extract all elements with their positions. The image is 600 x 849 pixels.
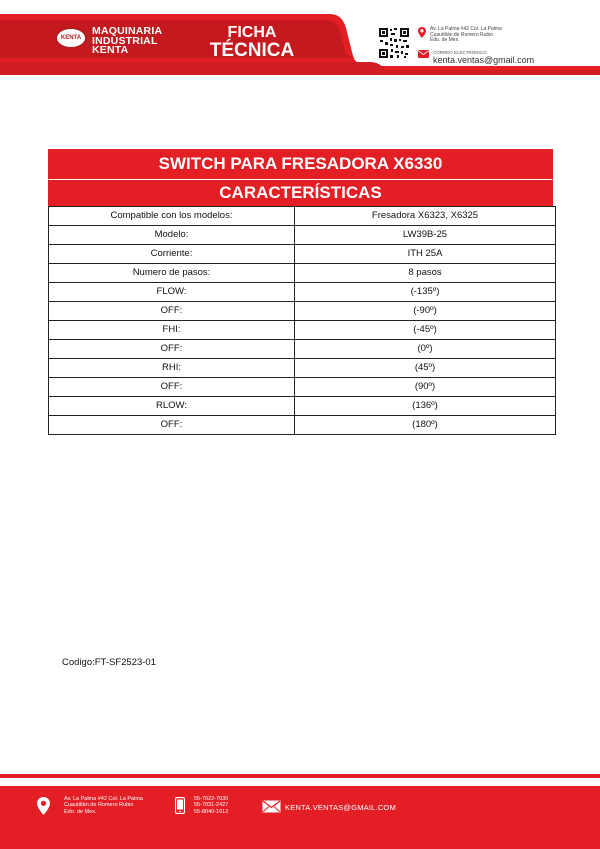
table-row xyxy=(49,321,556,340)
title-line-1: FICHA xyxy=(227,24,277,41)
footer-phone-2[interactable]: 55-7031-2427 xyxy=(194,802,229,809)
header-address-line-1: Av. La Palma #42 Col. La Palma xyxy=(430,26,502,32)
spec-value: (180º) xyxy=(295,416,556,435)
spec-value: (45º) xyxy=(295,359,556,378)
spec-label: FHI: xyxy=(49,321,295,340)
table-row xyxy=(49,207,556,226)
footer-email-icon xyxy=(262,800,281,813)
footer-location-pin-icon xyxy=(37,797,50,815)
document-title xyxy=(200,24,304,60)
spec-value: (0º) xyxy=(295,340,556,359)
spec-value: 8 pasos xyxy=(295,264,556,283)
spec-table-body xyxy=(49,207,556,435)
footer-divider xyxy=(0,774,600,778)
spec-table xyxy=(48,206,556,435)
logo-text: KENTA xyxy=(60,35,82,41)
brand-line-2: INDUSTRIAL xyxy=(92,34,158,47)
header-email-value[interactable]: kenta.ventas@gmail.com xyxy=(433,54,535,65)
table-row xyxy=(49,264,556,283)
footer-address-line-1: Av. La Palma #42 Col. La Palma xyxy=(64,796,143,802)
spec-label: Modelo: xyxy=(49,226,295,245)
spec-label: OFF: xyxy=(49,340,295,359)
spec-value: (-135º) xyxy=(295,283,556,302)
footer-phone-3[interactable]: 55-8040-1612 xyxy=(194,808,229,815)
footer-email[interactable]: KENTA.VENTAS@GMAIL.COM xyxy=(285,803,396,812)
table-row xyxy=(49,340,556,359)
table-row xyxy=(49,416,556,435)
spec-value: ITH 25A xyxy=(295,245,556,264)
header-email-row xyxy=(418,50,534,65)
spec-value: (-45º) xyxy=(295,321,556,340)
footer-address-line-3: Edo. de Mex. xyxy=(64,808,97,815)
header-address-line-3: Edo. de Mex. xyxy=(430,37,460,44)
footer-phone-1[interactable]: 55-7022-7030 xyxy=(194,796,229,802)
table-row xyxy=(49,397,556,416)
spec-label: OFF: xyxy=(49,378,295,397)
spec-value: (90º) xyxy=(295,378,556,397)
spec-label: RHI: xyxy=(49,359,295,378)
spec-label: Numero de pasos: xyxy=(49,264,295,283)
header-email-label: CORREO ELECTRÓNICO: xyxy=(433,49,488,55)
brand-line-3: KENTA xyxy=(92,44,129,56)
email-icon xyxy=(418,50,429,58)
spec-label: RLOW: xyxy=(49,397,295,416)
table-row xyxy=(49,378,556,397)
header-address xyxy=(430,27,502,44)
product-title: SWITCH PARA FRESADORA X6330 xyxy=(48,149,553,179)
table-row xyxy=(49,226,556,245)
phone-icon xyxy=(175,797,185,814)
brand-line-1: MAQUINARIA xyxy=(92,25,163,37)
spec-label: FLOW: xyxy=(49,283,295,302)
brand-name xyxy=(92,27,162,56)
spec-value: LW39B-25 xyxy=(295,226,556,245)
spec-value: Fresadora X6323, X6325 xyxy=(295,207,556,226)
location-pin-icon xyxy=(418,27,426,38)
spec-label: OFF: xyxy=(49,302,295,321)
company-logo xyxy=(55,27,87,49)
footer-address xyxy=(64,796,143,815)
spec-label: OFF: xyxy=(49,416,295,435)
header-email xyxy=(433,50,534,65)
spec-label: Corriente: xyxy=(49,245,295,264)
spec-label: Compatible con los modelos: xyxy=(49,207,295,226)
footer-address-line-2: Cuautitlán de Romero Rubio xyxy=(64,802,134,809)
table-row xyxy=(49,359,556,378)
table-row xyxy=(49,283,556,302)
qr-code-icon xyxy=(378,27,410,59)
table-row xyxy=(49,245,556,264)
footer-phones xyxy=(194,796,228,815)
spec-value: (136º) xyxy=(295,397,556,416)
spec-sheet xyxy=(48,149,553,435)
table-row xyxy=(49,302,556,321)
header-contact xyxy=(418,27,534,65)
section-heading: CARACTERÍSTICAS xyxy=(48,179,553,206)
document-code: Codigo:FT-SF2523-01 xyxy=(62,657,156,668)
header-address-row xyxy=(418,27,534,44)
spec-value: (-90º) xyxy=(295,302,556,321)
header-address-line-2: Cuautitlán de Romero Rubio xyxy=(430,31,494,38)
title-line-2: TÉCNICA xyxy=(209,40,295,61)
